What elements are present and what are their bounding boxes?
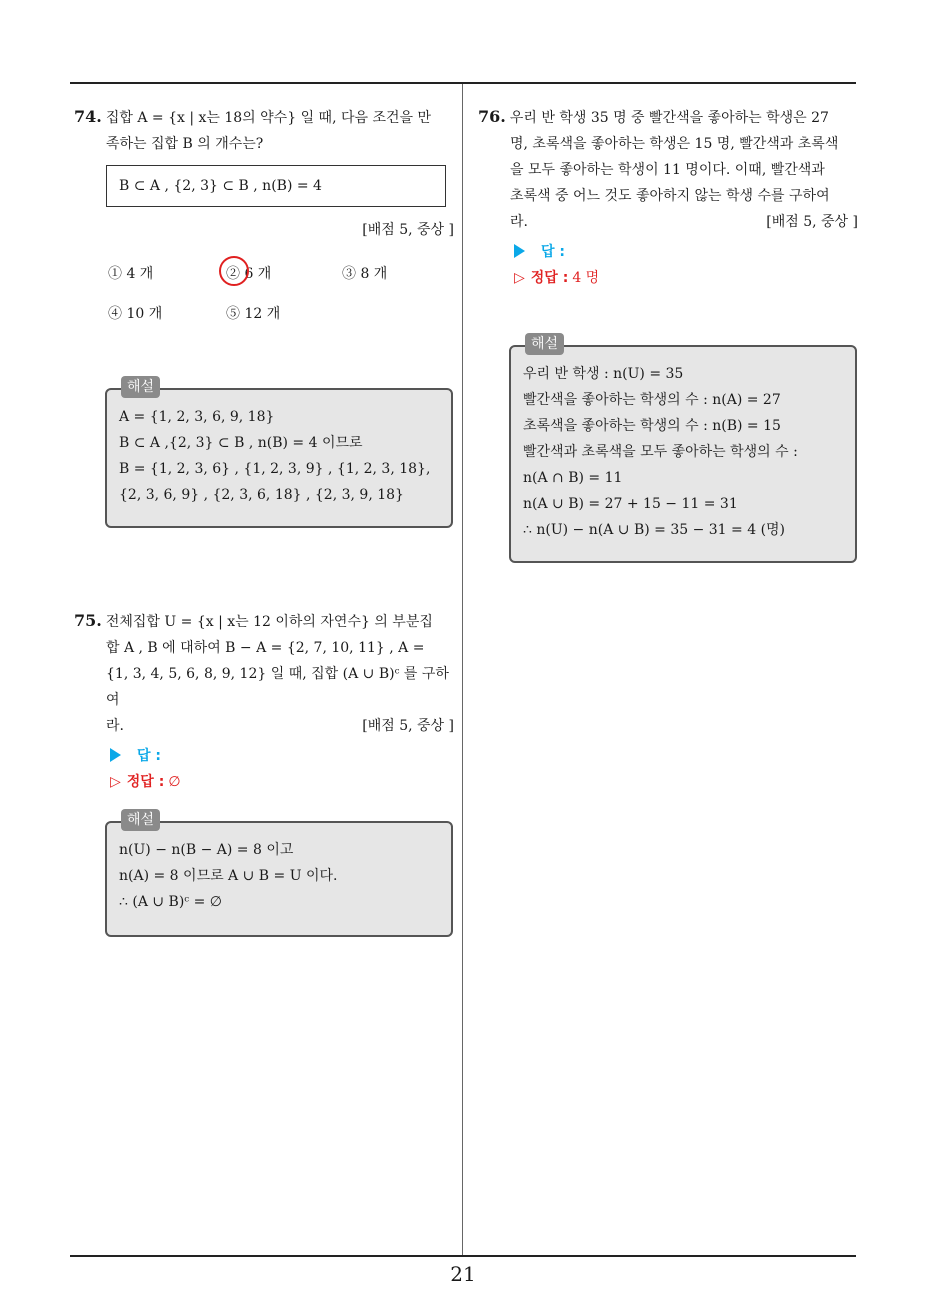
problem-75-stem: 75. 전체집합 U = {x | x는 12 이하의 자연수} 의 부분집 합 A , B 에 대하여 B − A = {2, 7, 10, 11} , A = {1, 3, 4, 5, 6, 8, 9, 12} 일 때, 집합 (A ∪ B)ᶜ 를 구하여 라. [배점 5, 중상 ] <box>74 608 454 739</box>
top-rule <box>70 82 856 84</box>
outline-triangle-icon: ▷ <box>110 774 121 790</box>
problem-number: 74. <box>74 107 102 126</box>
column-divider <box>462 84 463 1255</box>
score: [배점 5, 중상 ] <box>362 718 454 734</box>
explanation-box-75: 해설 n(U) − n(B − A) = 8 이고 n(A) = 8 이므로 A ∪ B = U 이다. ∴ (A ∪ B)ᶜ = ∅ <box>105 821 453 937</box>
condition-box: B ⊂ A , {2, 3} ⊂ B , n(B) = 4 <box>106 165 446 207</box>
choice-list <box>74 261 454 351</box>
play-triangle-icon <box>110 748 121 762</box>
page-number: 21 <box>450 1262 476 1286</box>
choice-3[interactable]: ③ 8 개 <box>342 266 388 282</box>
problem-75 <box>74 608 454 795</box>
bottom-rule <box>70 1255 856 1257</box>
selected-circle-mark <box>219 256 249 286</box>
correct-answer-line: ▷ 정답 : ∅ <box>110 769 454 795</box>
problem-76 <box>478 104 858 291</box>
answer-line: 답 : <box>514 239 858 265</box>
explanation-box-74: 해설 A = {1, 2, 3, 6, 9, 18} B ⊂ A ,{2, 3} ⊂ B , n(B) = 4 이므로 B = {1, 2, 3, 6} , {1, 2, 3, 9} , {1, 2, 3, 18}, {2, 3, 6, 9} , {2, 3, 6, 18} , {2, 3, 9, 18} <box>105 388 453 528</box>
choice-2[interactable]: ② 6 개 <box>226 261 271 287</box>
problem-74 <box>74 104 454 351</box>
explanation-box-76: 해설 우리 반 학생 : n(U) = 35 빨간색을 좋아하는 학생의 수 : n(A) = 27 초록색을 좋아하는 학생의 수 : n(B) = 15 빨간색과 초록색을 모두 좋아하는 학생의 수 : n(A ∩ B) = 11 n(A ∪ B) = 27 + 15 − 11 = 31 ∴ n(U) − n(A ∪ B) = 35 − 31 = 4 (명) <box>509 345 857 563</box>
problem-76-stem: 76. 우리 반 학생 35 명 중 빨간색을 좋아하는 학생은 27 명, 초록색을 좋아하는 학생은 15 명, 빨간색과 초록색 을 모두 좋아하는 학생이 11 명이다. 이때, 빨간색과 초록색 중 어느 것도 좋아하지 않는 학생 수를 구하여 라. [배점 5, 중상 ] <box>478 104 858 235</box>
outline-triangle-icon: ▷ <box>514 270 525 286</box>
score: [배점 5, 중상 ] <box>766 214 858 230</box>
score: [배점 5, 중상 ] <box>362 222 454 238</box>
answer-line: 답 : <box>110 743 454 769</box>
play-triangle-icon <box>514 244 525 258</box>
problem-74-stem: 74. 집합 A = {x | x는 18의 약수} 일 때, 다음 조건을 만 족하는 집합 B 의 개수는? <box>74 107 432 152</box>
problem-number: 76. <box>478 107 506 126</box>
choice-1[interactable]: ① 4 개 <box>108 266 154 282</box>
explanation-label: 해설 <box>121 376 160 398</box>
correct-answer-line: ▷ 정답 : 4 명 <box>514 265 858 291</box>
explanation-label: 해설 <box>525 333 564 355</box>
choice-4[interactable]: ④ 10 개 <box>108 306 163 322</box>
problem-number: 75. <box>74 611 102 630</box>
choice-5[interactable]: ⑤ 12 개 <box>226 306 281 322</box>
explanation-label: 해설 <box>121 809 160 831</box>
